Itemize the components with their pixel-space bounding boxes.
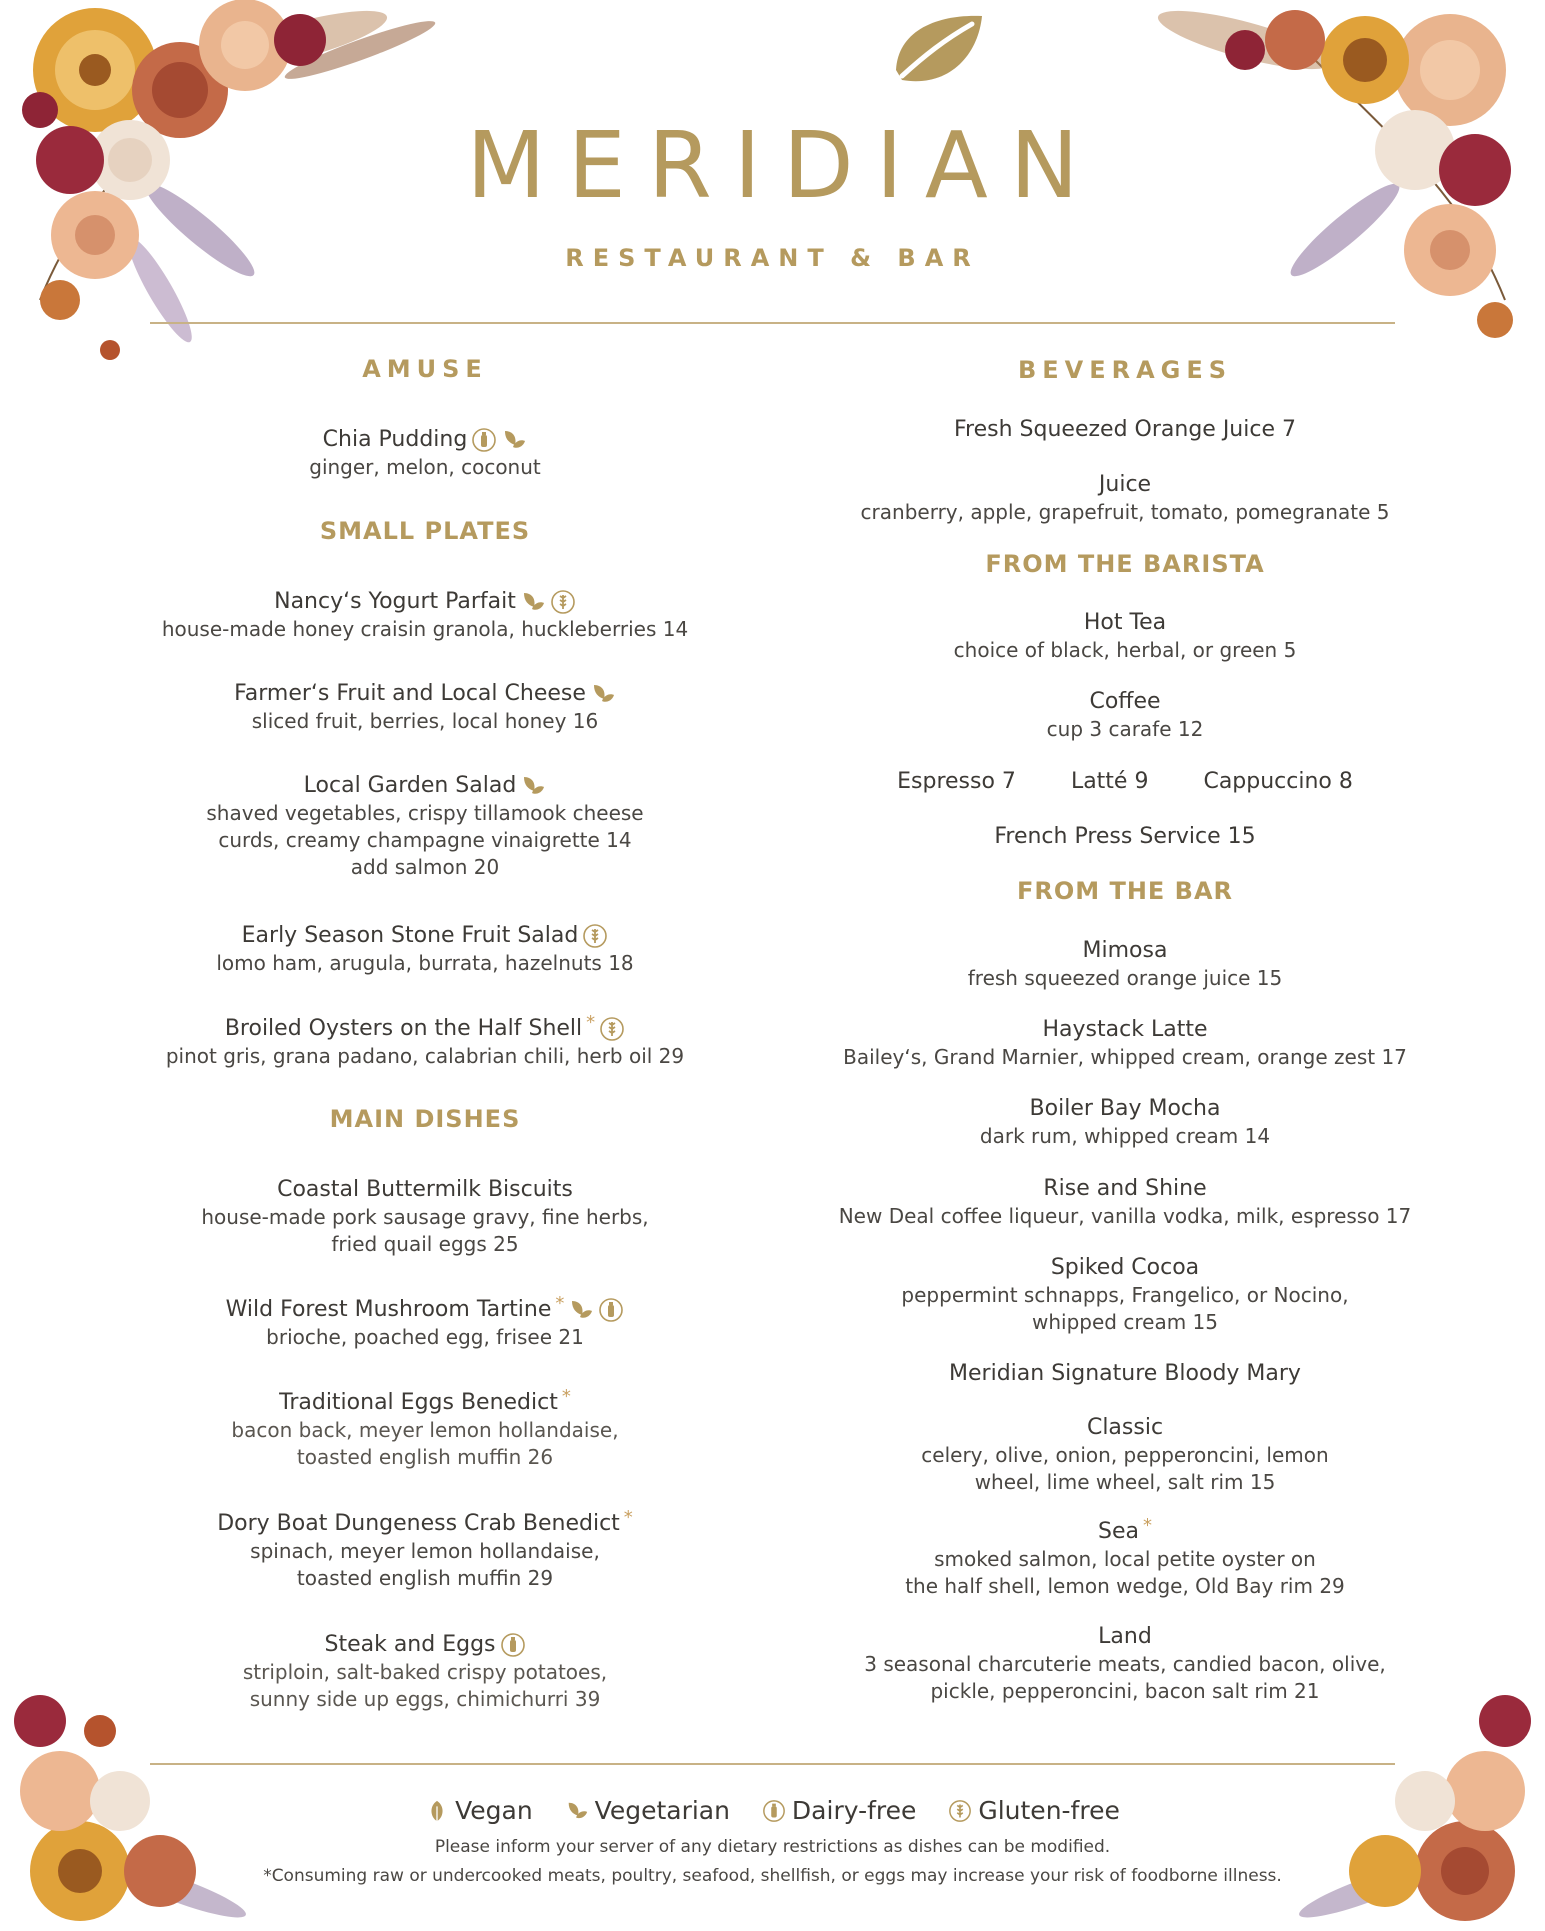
section-title-amuse: AMUSE	[362, 355, 488, 383]
item-description-line: smoked salmon, local petite oyster on	[934, 1547, 1316, 1571]
legend-dairy-free-label: Dairy-free	[791, 1796, 917, 1825]
item-name: Dory Boat Dungeness Crab Benedict	[217, 1511, 620, 1536]
item-description-line: bacon back, meyer lemon hollandaise,	[231, 1418, 619, 1442]
item-description-line: celery, olive, onion, pepperoncini, lemon	[921, 1443, 1329, 1467]
dairy-free-icon	[471, 427, 497, 453]
item-name: Meridian Signature Bloody Mary	[949, 1361, 1301, 1386]
bloody-mary-title	[800, 1360, 1450, 1388]
foodborne-warning: *Consuming raw or undercooked meats, poultry, seafood, shellfish, or eggs may increase your risk of foodborne illness.	[263, 1866, 1282, 1886]
item-description-line: pickle, pepperoncini, bacon salt rim 21	[930, 1679, 1320, 1703]
menu-item	[120, 922, 730, 977]
item-name: Land	[1098, 1624, 1152, 1649]
vegetarian-icon	[520, 589, 546, 615]
menu-item	[800, 416, 1450, 444]
item-name: Early Season Stone Fruit Salad	[241, 923, 579, 948]
menu-item	[120, 1012, 730, 1070]
menu-item	[800, 1175, 1450, 1230]
item-name: Classic	[1086, 1415, 1164, 1440]
item-description-line: shaved vegetables, crispy tillamook cheese	[206, 801, 644, 825]
gluten-free-icon	[948, 1799, 972, 1823]
raw-warning-star: *	[561, 1386, 571, 1407]
vegan-icon	[425, 1799, 449, 1823]
latte-item: Latté 9	[1070, 769, 1149, 794]
item-name: Nancy‘s Yogurt Parfait	[274, 589, 516, 614]
dietary-legend	[0, 1796, 1545, 1829]
item-description: dark rum, whipped cream 14	[979, 1124, 1271, 1148]
section-title-bar: FROM THE BAR	[1016, 877, 1234, 905]
item-name: Spiked Cocoa	[1050, 1255, 1200, 1280]
item-name: Broiled Oysters on the Half Shell	[224, 1016, 583, 1041]
item-name: Coastal Buttermilk Biscuits	[277, 1177, 573, 1202]
vegetarian-icon	[565, 1799, 589, 1823]
brand-title: MERIDIAN	[466, 112, 1101, 219]
menu-item	[800, 471, 1450, 526]
item-name: Sea	[1098, 1519, 1139, 1544]
item-description: cranberry, apple, grapefruit, tomato, pomegranate 5	[860, 500, 1390, 524]
raw-warning-star: *	[1142, 1515, 1152, 1536]
menu-item	[800, 1623, 1450, 1705]
menu-item	[120, 1507, 730, 1592]
item-description-line: 3 seasonal charcuterie meats, candied bacon, olive,	[864, 1652, 1386, 1676]
item-description: choice of black, herbal, or green 5	[953, 638, 1297, 662]
dairy-free-icon	[500, 1632, 526, 1658]
item-name: Steak and Eggs	[324, 1632, 496, 1657]
menu-item	[120, 426, 730, 481]
item-name: French Press Service 15	[994, 824, 1256, 849]
item-description: brioche, poached egg, frisee 21	[266, 1325, 584, 1349]
menu-item	[120, 1631, 730, 1713]
menu-item	[800, 1414, 1450, 1496]
item-description-line: striploin, salt-baked crispy potatoes,	[242, 1660, 608, 1684]
item-description: sliced fruit, berries, local honey 16	[251, 709, 599, 733]
item-description-line: toasted english muffin 29	[296, 1566, 554, 1590]
legend-vegan-label: Vegan	[455, 1796, 533, 1825]
gluten-free-icon	[599, 1016, 625, 1042]
item-description: pinot gris, grana padano, calabrian chili, herb oil 29	[165, 1044, 685, 1068]
dairy-free-icon	[762, 1799, 786, 1823]
item-description-line: peppermint schnapps, Frangelico, or Nocino,	[901, 1283, 1349, 1307]
legend-vegan	[425, 1796, 533, 1825]
vegetarian-icon	[520, 773, 546, 799]
item-description-line: the half shell, lemon wedge, Old Bay rim 29	[905, 1574, 1345, 1598]
item-description: house-made honey craisin granola, huckleberries 14	[161, 617, 689, 641]
item-description-line: spinach, meyer lemon hollandaise,	[250, 1539, 600, 1563]
cappuccino-item: Cappuccino 8	[1203, 769, 1353, 794]
item-description: New Deal coffee liqueur, vanilla vodka, milk, espresso 17	[838, 1204, 1412, 1228]
raw-warning-star: *	[623, 1507, 633, 1528]
menu-item	[800, 1016, 1450, 1071]
dairy-free-icon	[598, 1297, 624, 1323]
legend-dairy-free	[762, 1796, 916, 1825]
left-column	[120, 0, 730, 1760]
item-name: Local Garden Salad	[303, 773, 517, 798]
item-name: Juice	[1098, 472, 1152, 497]
item-description-line: curds, creamy champagne vinaigrette 14	[218, 828, 632, 852]
item-description-line: sunny side up eggs, chimichurri 39	[249, 1687, 601, 1711]
item-name: Fresh Squeezed Orange Juice 7	[954, 417, 1296, 442]
item-name: Farmer‘s Fruit and Local Cheese	[234, 681, 586, 706]
menu-item	[120, 772, 730, 881]
menu-item	[800, 1515, 1450, 1600]
menu-item	[120, 1176, 730, 1258]
vegetarian-icon	[501, 427, 527, 453]
legend-vegetarian-label: Vegetarian	[594, 1796, 730, 1825]
section-title-main-dishes: MAIN DISHES	[329, 1105, 521, 1133]
item-description-line: house-made pork sausage gravy, fine herbs,	[201, 1205, 649, 1229]
item-description-line: toasted english muffin 26	[296, 1445, 554, 1469]
menu-item	[800, 823, 1450, 851]
menu-item	[800, 1254, 1450, 1336]
section-title-small-plates: SMALL PLATES	[319, 517, 531, 545]
menu-item	[800, 688, 1450, 743]
menu-item	[120, 680, 730, 735]
menu-item	[120, 588, 730, 643]
item-description: ginger, melon, coconut	[309, 455, 541, 479]
item-description-line: add salmon 20	[350, 855, 500, 879]
item-description: fresh squeezed orange juice 15	[967, 966, 1283, 990]
item-name: Haystack Latte	[1042, 1017, 1208, 1042]
item-description-line: fried quail eggs 25	[331, 1232, 519, 1256]
menu-item	[800, 1095, 1450, 1150]
menu-item	[800, 609, 1450, 664]
legend-gluten-free	[948, 1796, 1120, 1825]
item-name: Mimosa	[1082, 938, 1168, 963]
item-name: Chia Pudding	[322, 427, 468, 452]
item-name: Hot Tea	[1083, 610, 1167, 635]
gluten-free-icon	[550, 589, 576, 615]
item-name: Traditional Eggs Benedict	[279, 1390, 558, 1415]
item-name: Wild Forest Mushroom Tartine	[225, 1297, 552, 1322]
menu-item	[800, 937, 1450, 992]
espresso-row	[800, 768, 1450, 796]
section-title-barista: FROM THE BARISTA	[985, 550, 1265, 578]
item-description: cup 3 carafe 12	[1046, 717, 1204, 741]
menu-item	[120, 1293, 730, 1351]
footer-divider	[150, 1763, 1395, 1765]
vegetarian-icon	[568, 1297, 594, 1323]
espresso-item: Espresso 7	[897, 769, 1016, 794]
gluten-free-icon	[582, 923, 608, 949]
item-name: Coffee	[1089, 689, 1161, 714]
raw-warning-star: *	[555, 1293, 565, 1314]
dietary-note: Please inform your server of any dietary restrictions as dishes can be modified.	[434, 1837, 1111, 1857]
brand-subtitle: RESTAURANT & BAR	[565, 244, 980, 272]
right-column	[800, 0, 1450, 1760]
legend-vegetarian	[565, 1796, 730, 1825]
item-name: Rise and Shine	[1043, 1176, 1207, 1201]
item-description-line: wheel, lime wheel, salt rim 15	[974, 1470, 1276, 1494]
item-description: Bailey‘s, Grand Marnier, whipped cream, orange zest 17	[843, 1045, 1407, 1069]
vegetarian-icon	[590, 681, 616, 707]
item-description: lomo ham, arugula, burrata, hazelnuts 18	[216, 951, 634, 975]
legend-gluten-free-label: Gluten-free	[978, 1796, 1120, 1825]
section-title-beverages: BEVERAGES	[1017, 356, 1233, 384]
raw-warning-star: *	[586, 1012, 596, 1033]
item-description-line: whipped cream 15	[1032, 1310, 1218, 1334]
menu-item	[120, 1386, 730, 1471]
item-name: Boiler Bay Mocha	[1029, 1096, 1221, 1121]
